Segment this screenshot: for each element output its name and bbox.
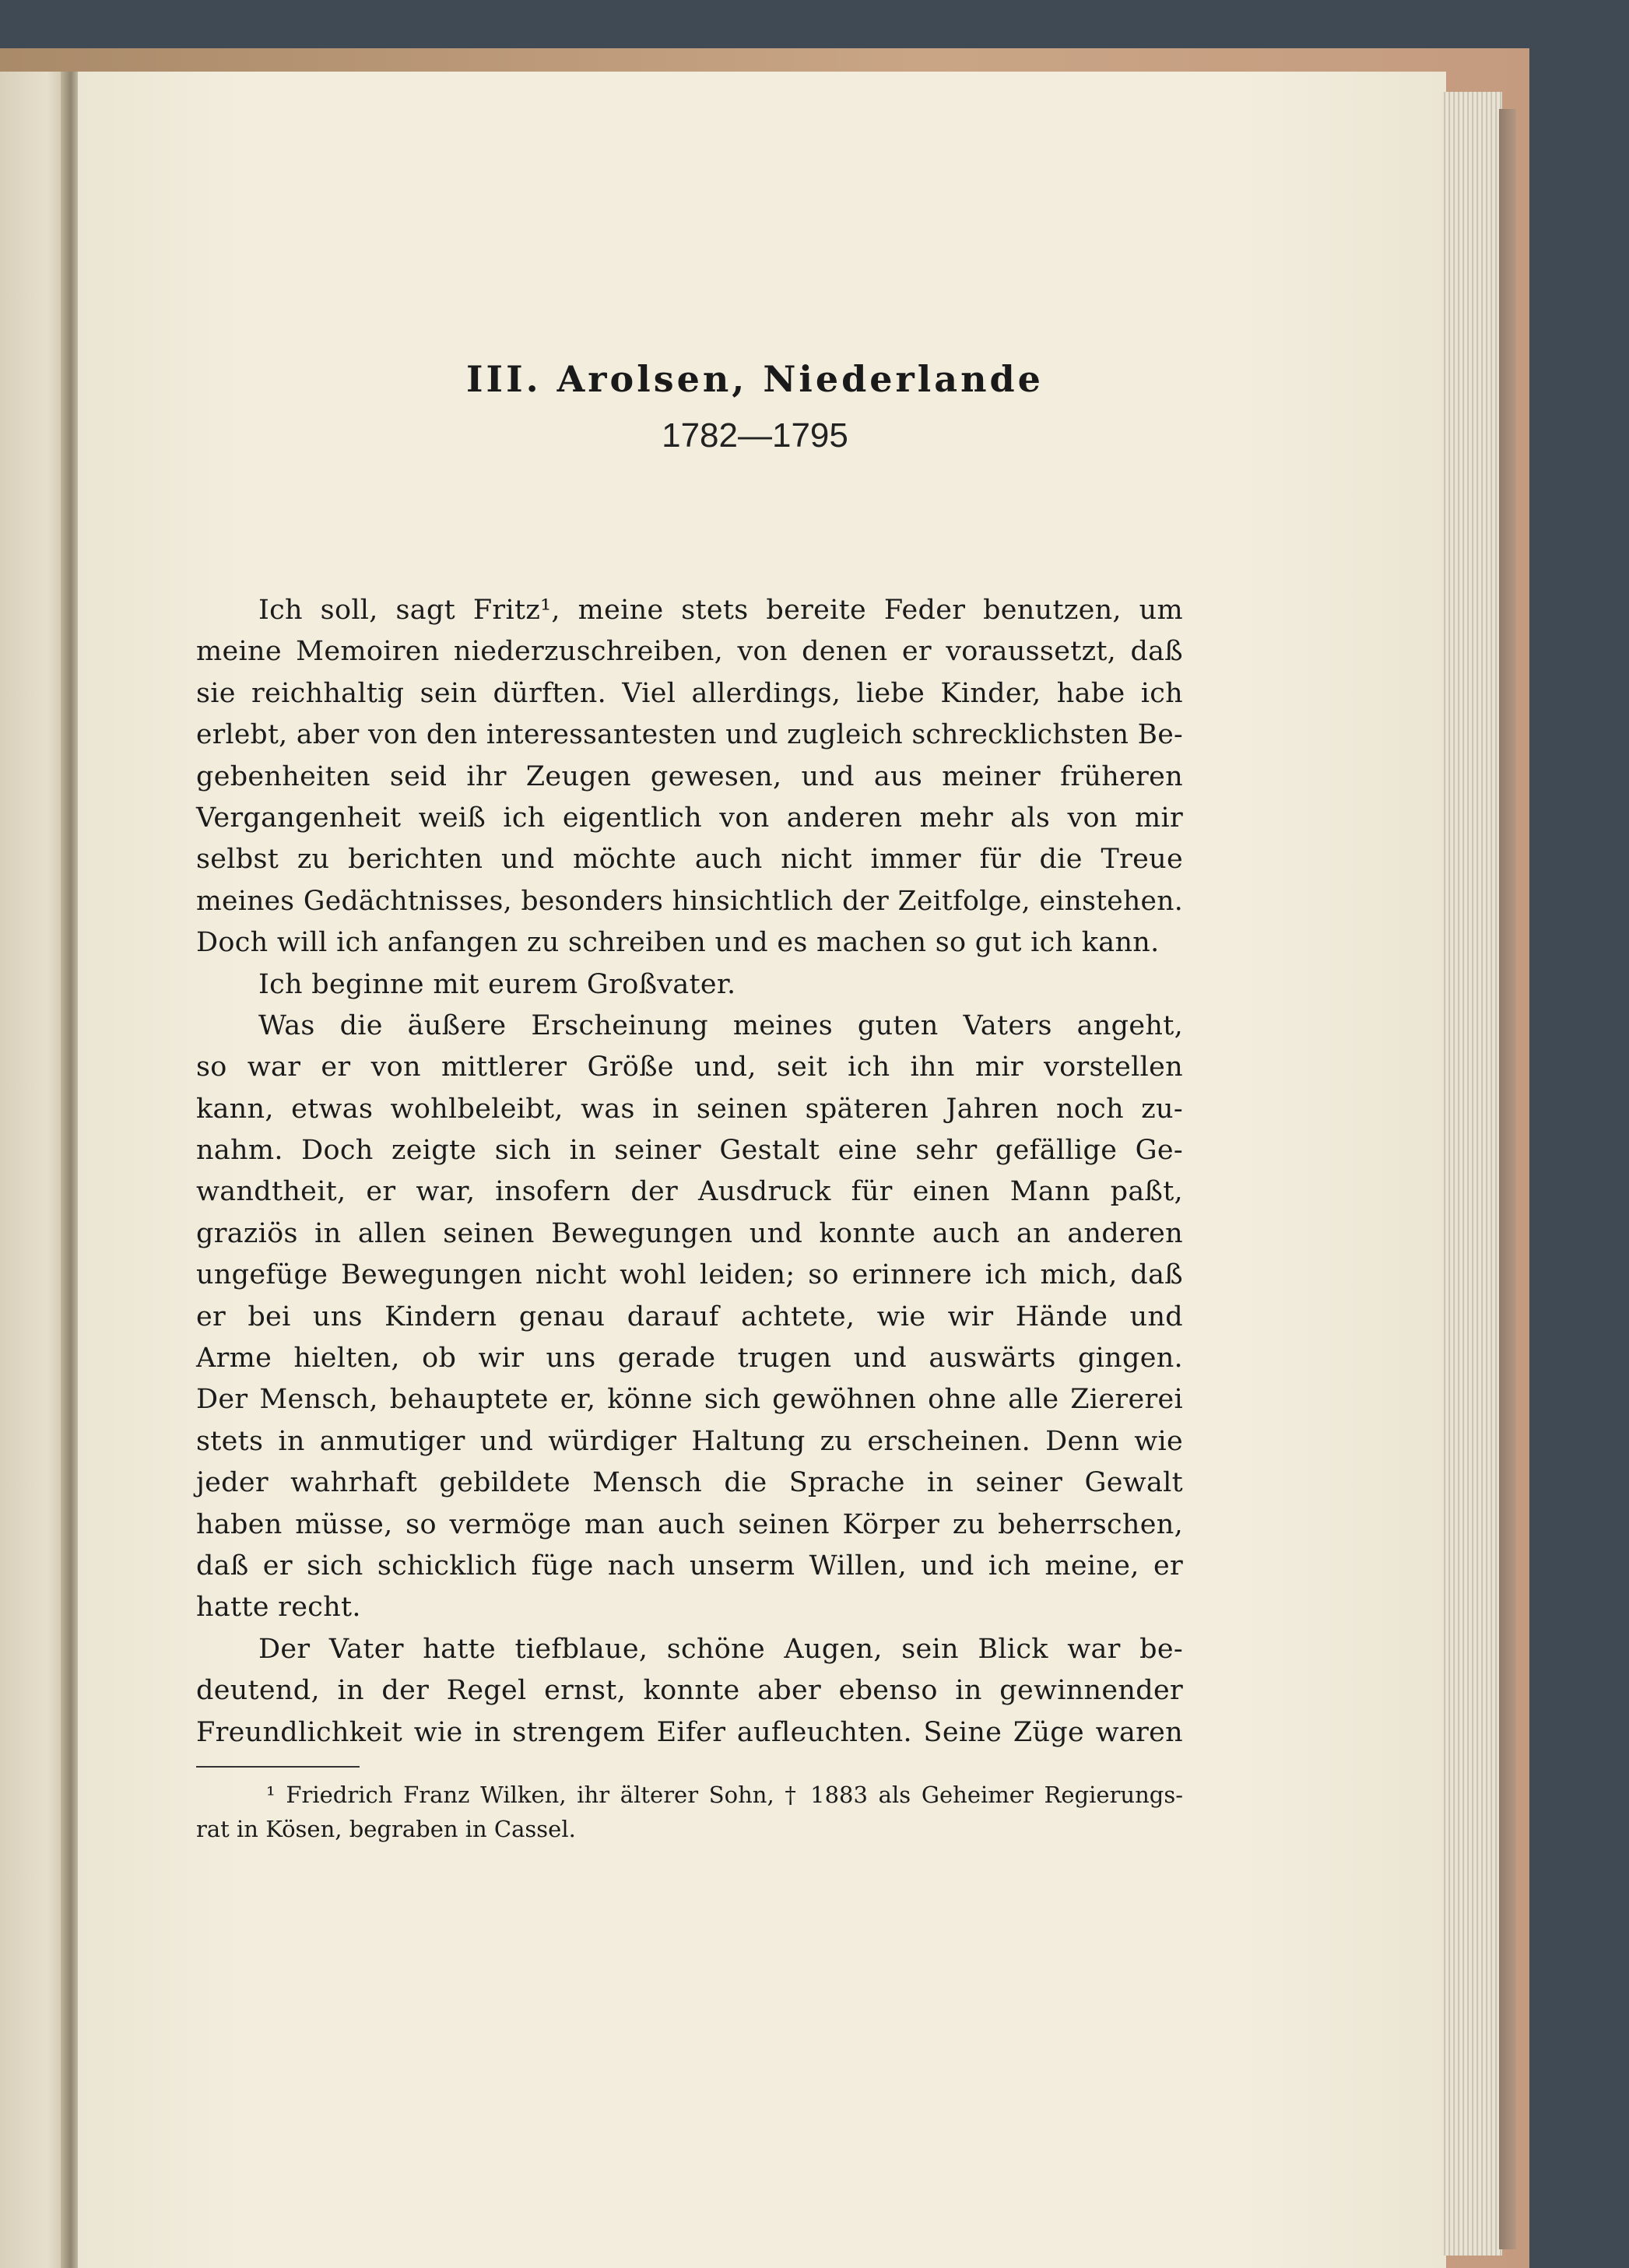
footnote: [196, 1778, 1183, 1846]
text-line: graziös in allen seinen Bewegungen und konnte auch an anderen: [196, 1217, 1183, 1249]
footnote-line: rat in Kösen, begraben in Cassel.: [196, 1816, 576, 1842]
left-page-edge: [0, 72, 67, 2268]
text-line: Doch will ich anfangen zu schreiben und es machen so gut ich kann.: [196, 927, 1160, 959]
text-line: ungefüge Bewegungen nicht wohl leiden; so erinnere ich mich, daß: [196, 1259, 1183, 1291]
text-line: gebenheiten seid ihr Zeugen gewesen, und aus meiner früheren: [196, 760, 1183, 792]
page-edges: [1441, 92, 1502, 2256]
text-line: erlebt, aber von den interessantesten und zugleich schrecklichsten Be-: [196, 719, 1183, 751]
text-line: nahm. Doch zeigte sich in seiner Gestalt eine sehr gefällige Ge-: [196, 1135, 1183, 1167]
text-line: wandtheit, er war, insofern der Ausdruck für einen Mann paßt,: [196, 1176, 1183, 1208]
text-line: stets in anmutiger und würdiger Haltung zu erscheinen. Denn wie: [196, 1425, 1183, 1457]
text-line: Arme hielten, ob wir uns gerade trugen und auswärts gingen.: [196, 1343, 1183, 1374]
text-line: Vergangenheit weiß ich eigentlich von anderen mehr als von mir: [196, 802, 1183, 834]
chapter-years: 1782—1795: [662, 416, 848, 455]
text-line: er bei uns Kindern genau darauf achtete, wie wir Hände und: [196, 1301, 1183, 1332]
text-line: Was die äußere Erscheinung meines guten Vaters angeht,: [258, 1009, 1183, 1041]
text-line: Der Mensch, behauptete er, könne sich gewöhnen ohne alle Ziererei: [196, 1384, 1183, 1416]
text-line: so war er von mittlerer Größe und, seit ich ihn mir vorstellen: [196, 1051, 1183, 1083]
text-line: jeder wahrhaft gebildete Mensch die Sprache in seiner Gewalt: [196, 1467, 1183, 1499]
text-line: selbst zu berichten und möchte auch nicht immer für die Treue: [196, 844, 1183, 876]
text-line: meine Memoiren niederzuschreiben, von denen er voraussetzt, daß: [196, 636, 1183, 668]
text-line: Freundlichkeit wie in strengem Eifer aufleuchten. Seine Züge waren: [196, 1716, 1183, 1748]
text-line: Ich soll, sagt Fritz¹, meine stets bereite Feder benutzen, um: [258, 595, 1183, 626]
text-line: haben müsse, so vermöge man auch seinen Körper zu beherrschen,: [196, 1508, 1183, 1540]
page-edges-shadow: [1499, 109, 1516, 2249]
chapter-title: III. Arolsen, Niederlande: [466, 358, 1044, 400]
text-line: kann, etwas wohlbeleibt, was in seinen späteren Jahren noch zu-: [196, 1093, 1183, 1125]
text-line: Der Vater hatte tiefblaue, schöne Augen, sein Blick war be-: [258, 1633, 1183, 1665]
text-line: sie reichhaltig sein dürften. Viel allerdings, liebe Kinder, habe ich: [196, 677, 1183, 709]
body-text: [196, 590, 1183, 1754]
text-line: Ich beginne mit eurem Großvater.: [258, 968, 736, 1000]
footnote-line: ¹ Friedrich Franz Wilken, ihr älterer Sohn, † 1883 als Geheimer Regierungs-: [266, 1782, 1183, 1808]
text-line: hatte recht.: [196, 1592, 361, 1624]
footnote-divider: [196, 1766, 360, 1768]
text-line: deutend, in der Regel ernst, konnte aber ebenso in gewinnender: [196, 1675, 1183, 1707]
text-line: daß er sich schicklich füge nach unserm Willen, und ich meine, er: [196, 1550, 1183, 1582]
text-line: meines Gedächtnisses, besonders hinsichtlich der Zeitfolge, einstehen.: [196, 885, 1183, 917]
